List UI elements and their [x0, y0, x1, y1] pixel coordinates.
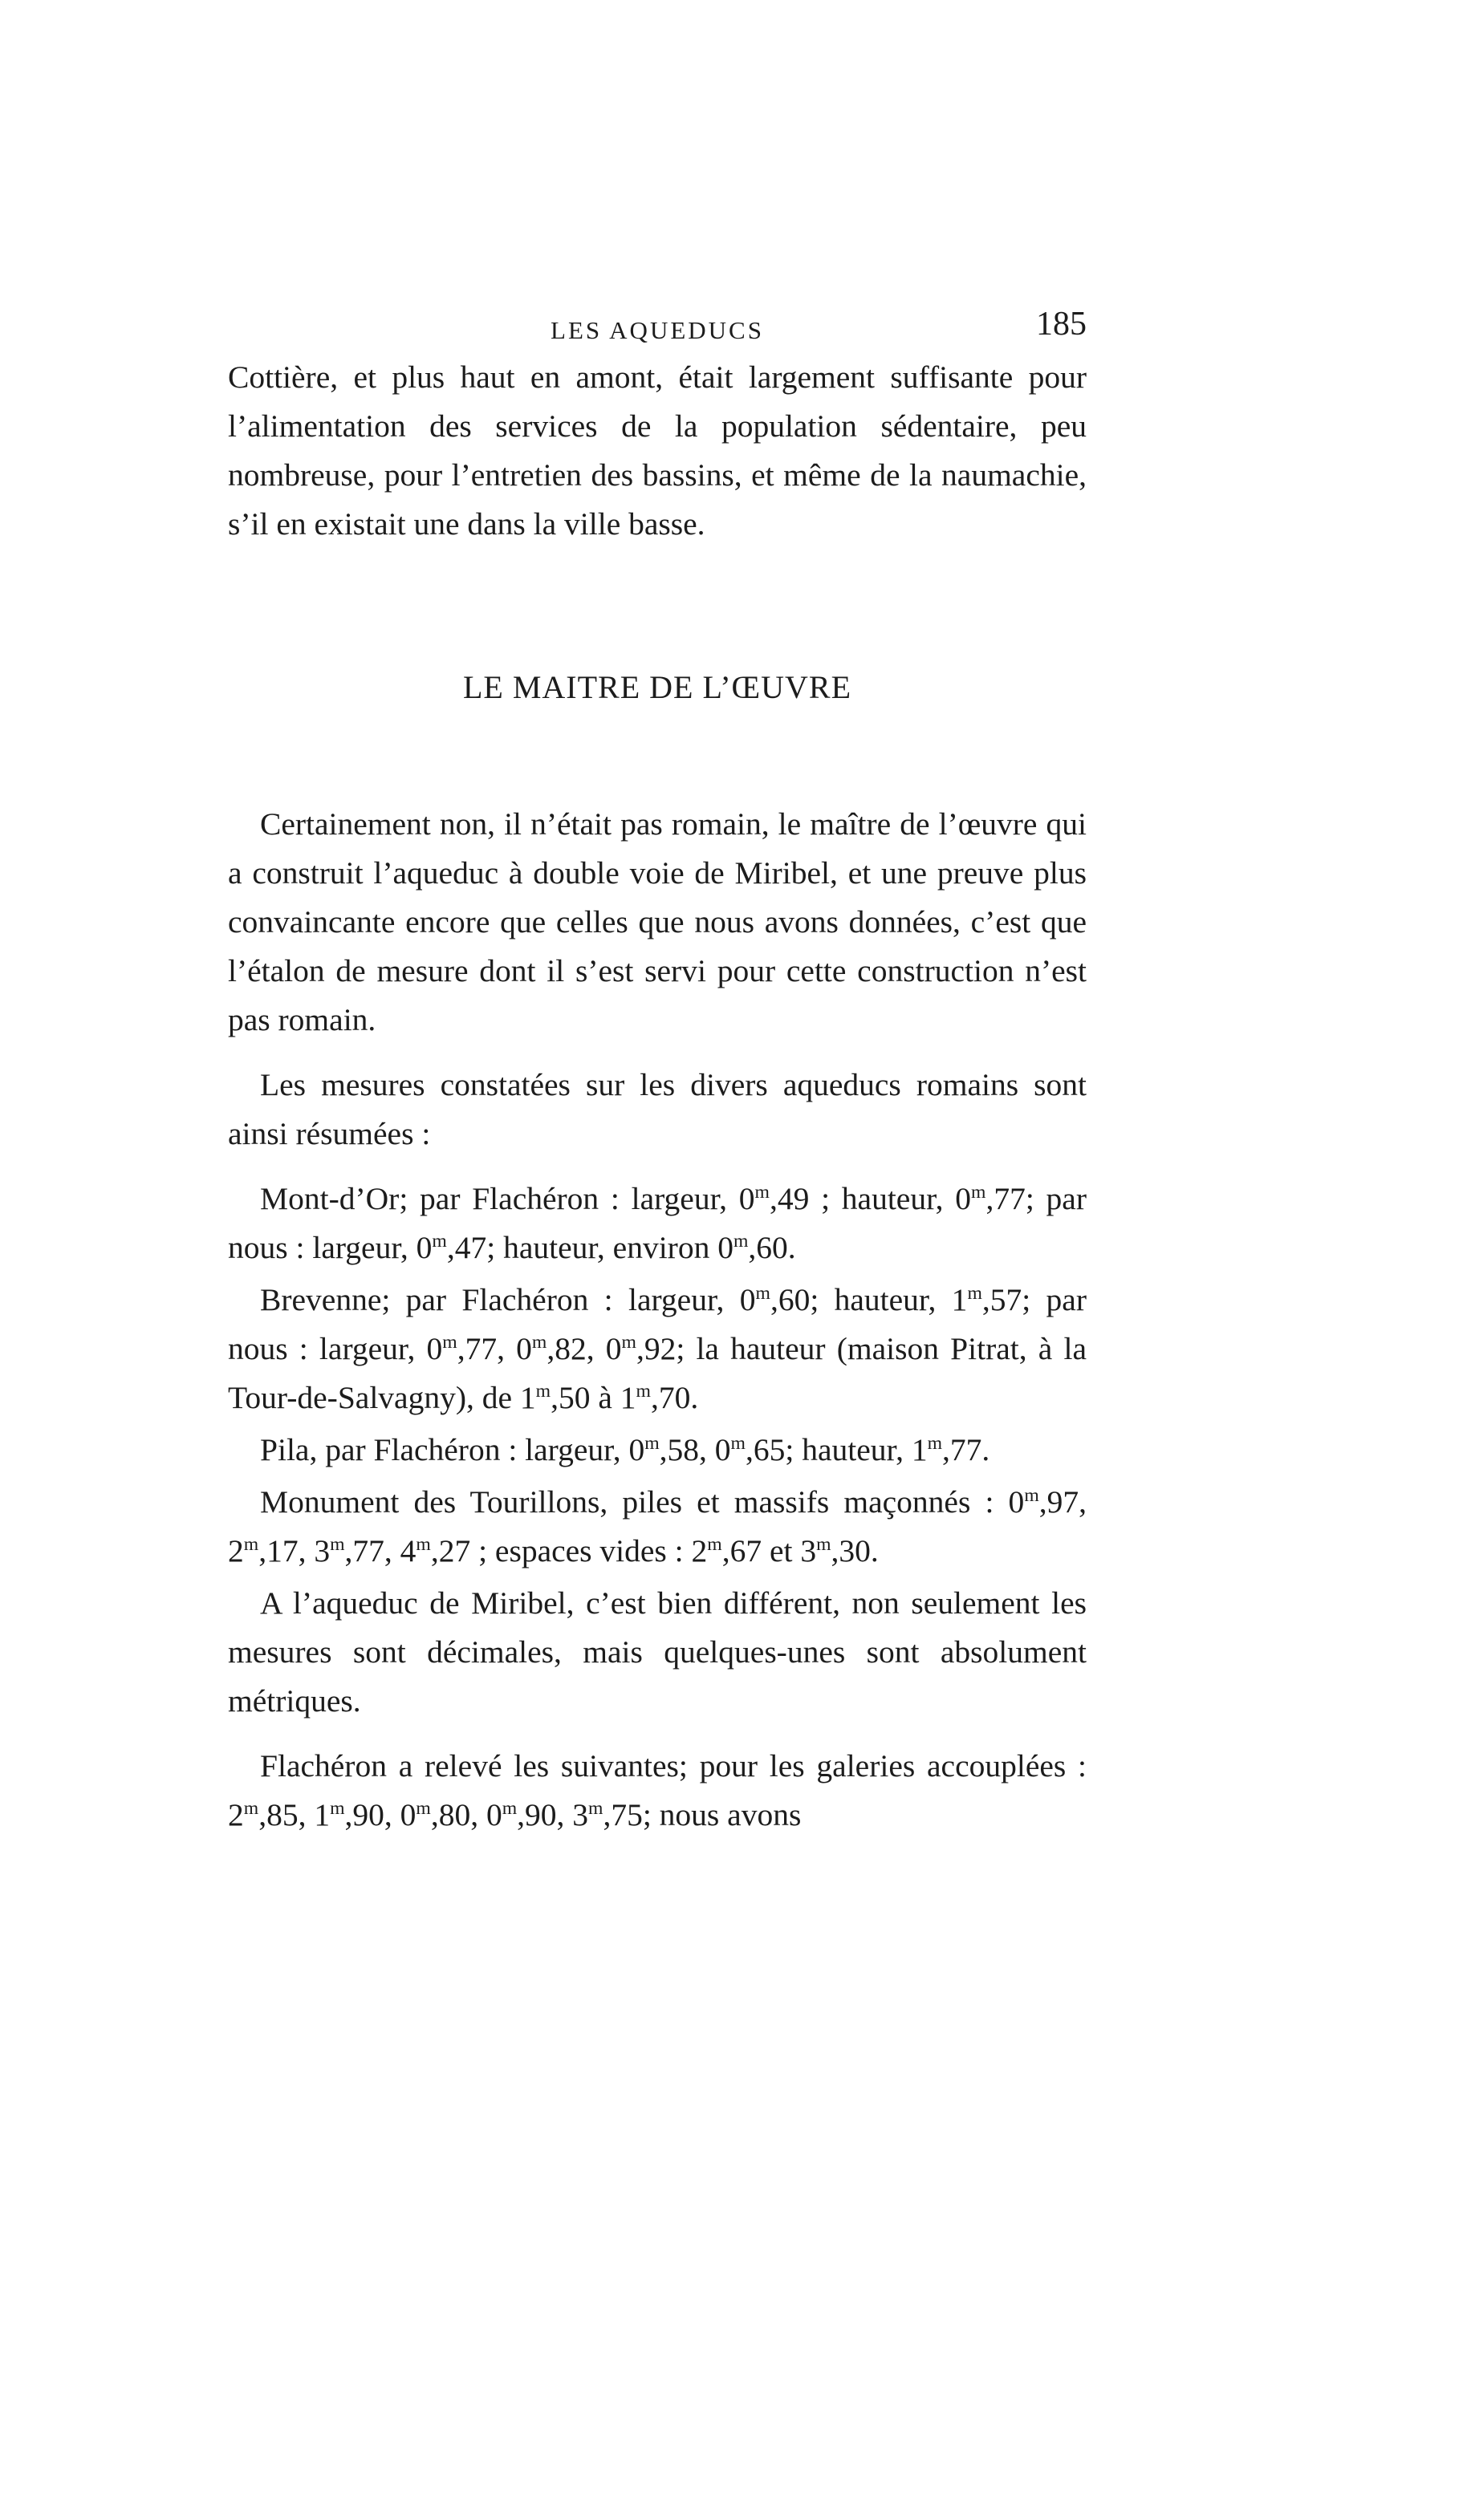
paragraph-measures-intro: Les mesures constatées sur les divers aqueducs romains sont ainsi résumées :	[228, 1067, 1087, 1151]
paragraph-miribel: A l’aqueduc de Miribel, c’est bien différent, non seulement les mesures sont décimales, mais quelques-unes sont absolument métriques.	[228, 1585, 1087, 1719]
section-title: LE MAITRE DE L’ŒUVRE	[462, 669, 852, 705]
paragraph-mont-dor: Mont-d’Or; par Flachéron : largeur, 0$^m$,49 ; hauteur, 0$^m$,77; par nous : largeur, 0$^m$,47; hauteur, environ 0$^m$,60.	[228, 1181, 1087, 1265]
page-number: 185	[1036, 306, 1087, 343]
book-page	[228, 305, 1087, 1840]
running-header	[228, 305, 1087, 353]
running-title: LES AQUEDUCS	[551, 316, 764, 344]
paragraph-intro: Certainement non, il n’était pas romain, le maître de l’œuvre qui a construit l’aqueduc à double voie de Miribel, et une preuve plus convaincante encore que celles que nous avons données, c’est que l’étalon de mesure dont il s’est servi pour cette construction n’est pas romain.	[228, 806, 1087, 1037]
paragraph-flacheron: Flachéron a relevé les suivantes; pour les galeries accouplées : 2$^m$,85, 1$^m$,90, 0$^m$,80, 0$^m$,90, 3$^m$,75; nous avons	[228, 1748, 1087, 1832]
paragraph-tourillons: Monument des Tourillons, piles et massifs maçonnés : 0$^m$,97, 2$^m$,17, 3$^m$,77, 4$^m$,27 ; espaces vides : 2$^m$,67 et 3$^m$,30.	[228, 1484, 1087, 1568]
paragraph-brevenne: Brevenne; par Flachéron : largeur, 0$^m$,60; hauteur, 1$^m$,57; par nous : largeur, 0$^m$,77, 0$^m$,82, 0$^m$,92; la hauteur (maison Pitrat, à la Tour-de-Salvagny), de 1$^m$,50 à 1$^m$,70.	[228, 1282, 1087, 1415]
paragraph-continued: Cottière, et plus haut en amont, était largement suffisante pour l’alimentation des services de la population sédentaire, peu nombreuse, pour l’entretien des bassins, et même de la naumachie, s’il en existait une dans la ville basse.	[228, 359, 1087, 542]
paragraph-pila: Pila, par Flachéron : largeur, 0$^m$,58, 0$^m$,65; hauteur, 1$^m$,77.	[260, 1432, 990, 1467]
